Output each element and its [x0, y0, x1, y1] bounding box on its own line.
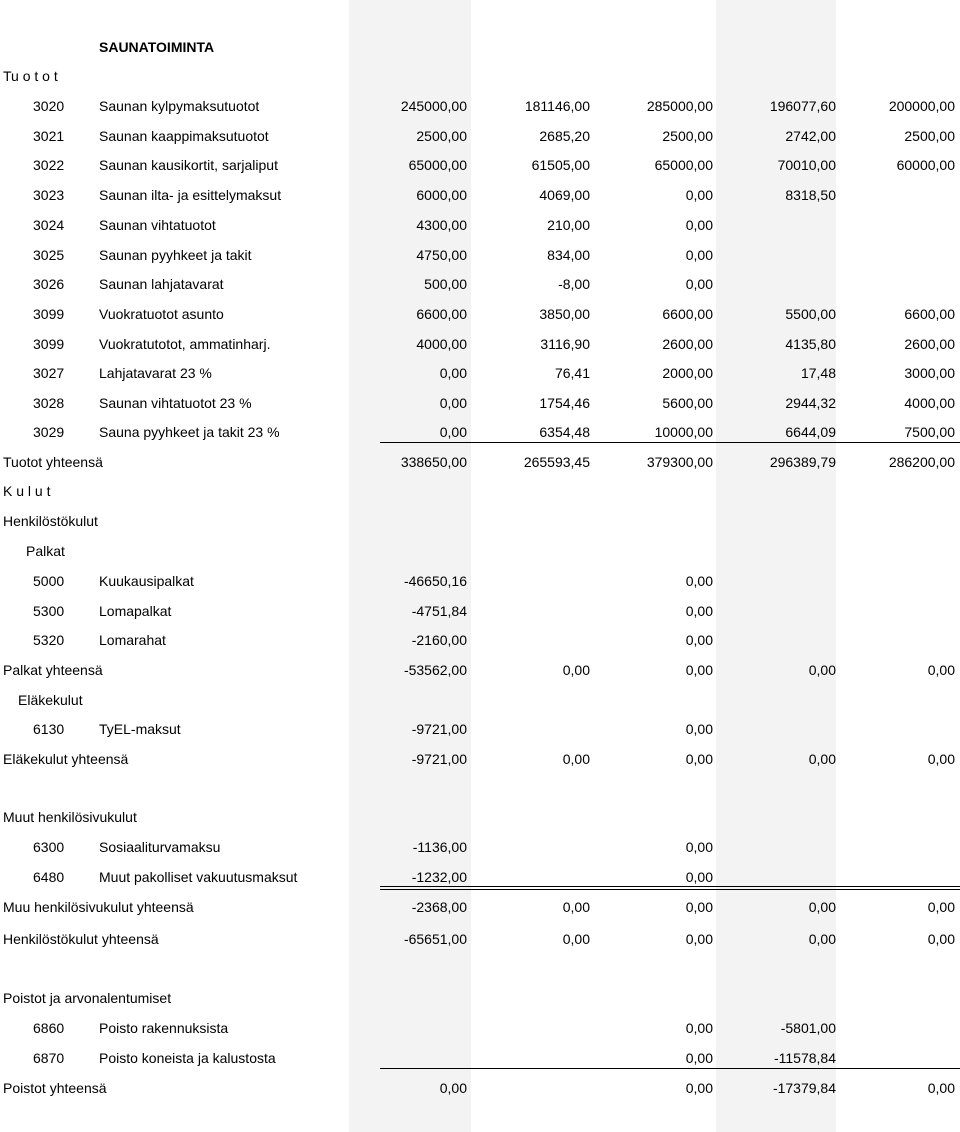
value-cell: -9721,00: [411, 721, 467, 737]
section-row: [0, 37, 960, 57]
table-row: [0, 630, 960, 650]
account-code: 3099: [33, 306, 65, 322]
value-cell: 0,00: [685, 1020, 713, 1036]
table-row: [0, 363, 960, 383]
account-name: Lomapalkat: [99, 603, 172, 619]
value-cell: 60000,00: [896, 157, 955, 173]
account-code: 3022: [33, 157, 65, 173]
value-cell: 210,00: [547, 217, 590, 233]
account-name: Poisto koneista ja kalustosta: [99, 1050, 276, 1066]
account-name: TyEL-maksut: [99, 721, 181, 737]
value-cell: 3116,90: [540, 336, 590, 352]
account-name: Sosiaaliturvamaksu: [99, 839, 221, 855]
table-row: [0, 185, 960, 205]
total-label: Henkilöstökulut yhteensä: [3, 931, 159, 947]
value-cell: 1754,46: [539, 395, 590, 411]
value-cell: 500,00: [424, 276, 467, 292]
account-code: 6300: [33, 839, 65, 855]
table-row: [0, 334, 960, 354]
account-name: Saunan kausikortit, sarjaliput: [99, 157, 278, 173]
section-row: [0, 541, 960, 561]
value-cell: 338650,00: [400, 454, 467, 470]
value-cell: 8318,50: [785, 187, 836, 203]
account-code: 6130: [33, 721, 65, 737]
value-cell: 0,00: [685, 573, 713, 589]
account-code: 6870: [33, 1050, 65, 1066]
account-code: 3099: [33, 336, 65, 352]
account-code: 3026: [33, 276, 65, 292]
value-cell: 7500,00: [904, 424, 955, 440]
account-name: Muut pakolliset vakuutusmaksut: [99, 869, 298, 885]
value-cell: -1232,00: [411, 869, 467, 885]
value-cell: -46650,16: [403, 573, 467, 589]
value-cell: 4300,00: [416, 217, 467, 233]
value-cell: 6644,09: [785, 424, 836, 440]
value-cell: 3000,00: [904, 365, 955, 381]
table-row: [0, 1018, 960, 1038]
value-cell: -8,00: [558, 276, 590, 292]
value-cell: 0,00: [439, 1080, 467, 1096]
account-code: 5300: [33, 603, 65, 619]
value-cell: 0,00: [685, 662, 713, 678]
section-row: [0, 807, 960, 827]
value-cell: 196077,60: [769, 98, 836, 114]
value-cell: -2368,00: [411, 899, 467, 915]
value-cell: 0,00: [439, 424, 467, 440]
total-row: [0, 452, 960, 472]
value-cell: 17,48: [800, 365, 836, 381]
account-code: 3023: [33, 187, 65, 203]
section-row: [0, 690, 960, 710]
account-code: 6480: [33, 869, 65, 885]
total-underline: [380, 442, 960, 443]
table-row: [0, 867, 960, 887]
total-row: [0, 749, 960, 769]
section-row: [0, 511, 960, 531]
account-code: 3028: [33, 395, 65, 411]
table-row: [0, 571, 960, 591]
value-cell: -9721,00: [411, 751, 467, 767]
account-name: Saunan kylpymaksutuotot: [99, 98, 260, 114]
value-cell: 0,00: [808, 662, 836, 678]
total-underline: [380, 1068, 960, 1069]
value-cell: 5600,00: [662, 395, 713, 411]
table-row: [0, 422, 960, 442]
value-cell: 0,00: [685, 899, 713, 915]
value-cell: 0,00: [685, 247, 713, 263]
value-cell: 0,00: [685, 276, 713, 292]
table-row: [0, 837, 960, 857]
value-cell: 0,00: [439, 395, 467, 411]
table-row: [0, 215, 960, 235]
account-name: Lomarahat: [99, 632, 166, 648]
value-cell: 2600,00: [662, 336, 713, 352]
value-cell: 6600,00: [416, 306, 467, 322]
subsection-heading: Palkat: [26, 543, 65, 559]
value-cell: 0,00: [439, 365, 467, 381]
value-cell: 2500,00: [416, 128, 467, 144]
value-cell: 2500,00: [662, 128, 713, 144]
table-row: [0, 245, 960, 265]
account-name: Saunan lahjatavarat: [99, 276, 224, 292]
value-cell: 6354,48: [539, 424, 590, 440]
section-heading: Tu o t o t: [3, 68, 58, 84]
value-cell: -17379,84: [772, 1080, 836, 1096]
value-cell: 0,00: [685, 721, 713, 737]
value-cell: 6600,00: [904, 306, 955, 322]
account-name: Saunan ilta- ja esittelymaksut: [99, 187, 282, 203]
value-cell: 834,00: [547, 247, 590, 263]
account-code: 3029: [33, 424, 65, 440]
account-code: 5320: [33, 632, 65, 648]
value-cell: 4135,80: [785, 336, 836, 352]
value-cell: 181146,00: [524, 98, 590, 114]
value-cell: 379300,00: [646, 454, 713, 470]
value-cell: 0,00: [927, 1080, 955, 1096]
value-cell: 0,00: [927, 751, 955, 767]
total-label: Poistot yhteensä: [3, 1080, 107, 1096]
value-cell: 0,00: [685, 632, 713, 648]
section-heading: Poistot ja arvonalentumiset: [3, 990, 172, 1006]
value-cell: 4000,00: [904, 395, 955, 411]
value-cell: 0,00: [808, 899, 836, 915]
value-cell: -11578,84: [773, 1050, 836, 1066]
total-row: [0, 897, 960, 917]
value-cell: 65000,00: [654, 157, 713, 173]
value-cell: 3850,00: [539, 306, 590, 322]
account-code: 3024: [33, 217, 65, 233]
value-cell: 0,00: [685, 217, 713, 233]
value-cell: 6000,00: [416, 187, 467, 203]
section-row: [0, 66, 960, 86]
value-cell: 0,00: [562, 931, 590, 947]
table-row: [0, 126, 960, 146]
value-cell: 76,41: [554, 365, 590, 381]
table-row: [0, 393, 960, 413]
value-cell: 2685,20: [539, 128, 590, 144]
section-row: [0, 481, 960, 501]
value-cell: 0,00: [927, 931, 955, 947]
value-cell: -53562,00: [403, 662, 467, 678]
value-cell: 10000,00: [654, 424, 713, 440]
value-cell: 4750,00: [416, 247, 467, 263]
table-row: [0, 719, 960, 739]
value-cell: 2944,32: [785, 395, 836, 411]
value-cell: 0,00: [685, 931, 713, 947]
value-cell: 4069,00: [539, 187, 590, 203]
value-cell: 0,00: [685, 869, 713, 885]
table-row: [0, 1048, 960, 1068]
value-cell: 65000,00: [408, 157, 467, 173]
value-cell: 0,00: [685, 187, 713, 203]
account-name: Vuokratuotot asunto: [99, 306, 224, 322]
total-label: Tuotot yhteensä: [3, 454, 103, 470]
section-heading: K u l u t: [3, 483, 51, 499]
section-heading: Henkilöstökulut: [3, 513, 98, 529]
value-cell: -1136,00: [412, 839, 467, 855]
account-code: 5000: [33, 573, 65, 589]
account-name: Lahjatavarat 23 %: [99, 365, 212, 381]
value-cell: 0,00: [685, 839, 713, 855]
sheet-title: SAUNATOIMINTA: [99, 39, 215, 55]
account-name: Saunan pyyhkeet ja takit: [99, 247, 252, 263]
value-cell: 0,00: [685, 603, 713, 619]
value-cell: 0,00: [685, 1080, 713, 1096]
value-cell: 2000,00: [662, 365, 713, 381]
value-cell: 0,00: [685, 1050, 713, 1066]
value-cell: -5801,00: [780, 1020, 836, 1036]
total-label: Muu henkilösivukulut yhteensä: [3, 899, 194, 915]
value-cell: 285000,00: [646, 98, 713, 114]
value-cell: 0,00: [562, 899, 590, 915]
section-row: [0, 988, 960, 1008]
double-underline: [380, 886, 960, 890]
table-row: [0, 274, 960, 294]
account-code: 3025: [33, 247, 65, 263]
total-label: Eläkekulut yhteensä: [3, 751, 129, 767]
value-cell: 0,00: [927, 662, 955, 678]
value-cell: 2742,00: [785, 128, 836, 144]
value-cell: 0,00: [685, 751, 713, 767]
total-row: [0, 929, 960, 949]
value-cell: -2160,00: [411, 632, 467, 648]
account-name: Saunan vihtatuotot: [99, 217, 216, 233]
value-cell: 200000,00: [888, 98, 955, 114]
value-cell: 70010,00: [777, 157, 836, 173]
value-cell: 286200,00: [888, 454, 955, 470]
value-cell: 265593,45: [523, 454, 590, 470]
value-cell: -4751,84: [411, 603, 467, 619]
table-row: [0, 155, 960, 175]
value-cell: 5500,00: [785, 306, 836, 322]
section-heading: Muut henkilösivukulut: [3, 809, 137, 825]
account-code: 6860: [33, 1020, 65, 1036]
value-cell: 296389,79: [769, 454, 836, 470]
table-row: [0, 601, 960, 621]
value-cell: 61505,00: [531, 157, 590, 173]
account-code: 3021: [33, 128, 65, 144]
account-name: Saunan vihtatuotot 23 %: [99, 395, 252, 411]
account-name: Kuukausipalkat: [99, 573, 194, 589]
table-row: [0, 304, 960, 324]
value-cell: 2500,00: [904, 128, 955, 144]
account-name: Saunan kaappimaksutuotot: [99, 128, 269, 144]
value-cell: 4000,00: [416, 336, 467, 352]
value-cell: 6600,00: [662, 306, 713, 322]
value-cell: 0,00: [562, 662, 590, 678]
value-cell: 0,00: [927, 899, 955, 915]
account-name: Poisto rakennuksista: [99, 1020, 229, 1036]
total-row: [0, 660, 960, 680]
total-row: [0, 1078, 960, 1098]
total-label: Palkat yhteensä: [3, 662, 103, 678]
value-cell: 245000,00: [400, 98, 467, 114]
account-code: 3020: [33, 98, 65, 114]
account-code: 3027: [33, 365, 65, 381]
table-row: [0, 96, 960, 116]
subsection-heading: Eläkekulut: [18, 692, 83, 708]
value-cell: 0,00: [562, 751, 590, 767]
account-name: Vuokratutotot, ammatinharj.: [99, 336, 271, 352]
value-cell: 0,00: [808, 751, 836, 767]
account-name: Sauna pyyhkeet ja takit 23 %: [99, 424, 280, 440]
value-cell: -65651,00: [403, 931, 467, 947]
value-cell: 2600,00: [904, 336, 955, 352]
value-cell: 0,00: [808, 931, 836, 947]
